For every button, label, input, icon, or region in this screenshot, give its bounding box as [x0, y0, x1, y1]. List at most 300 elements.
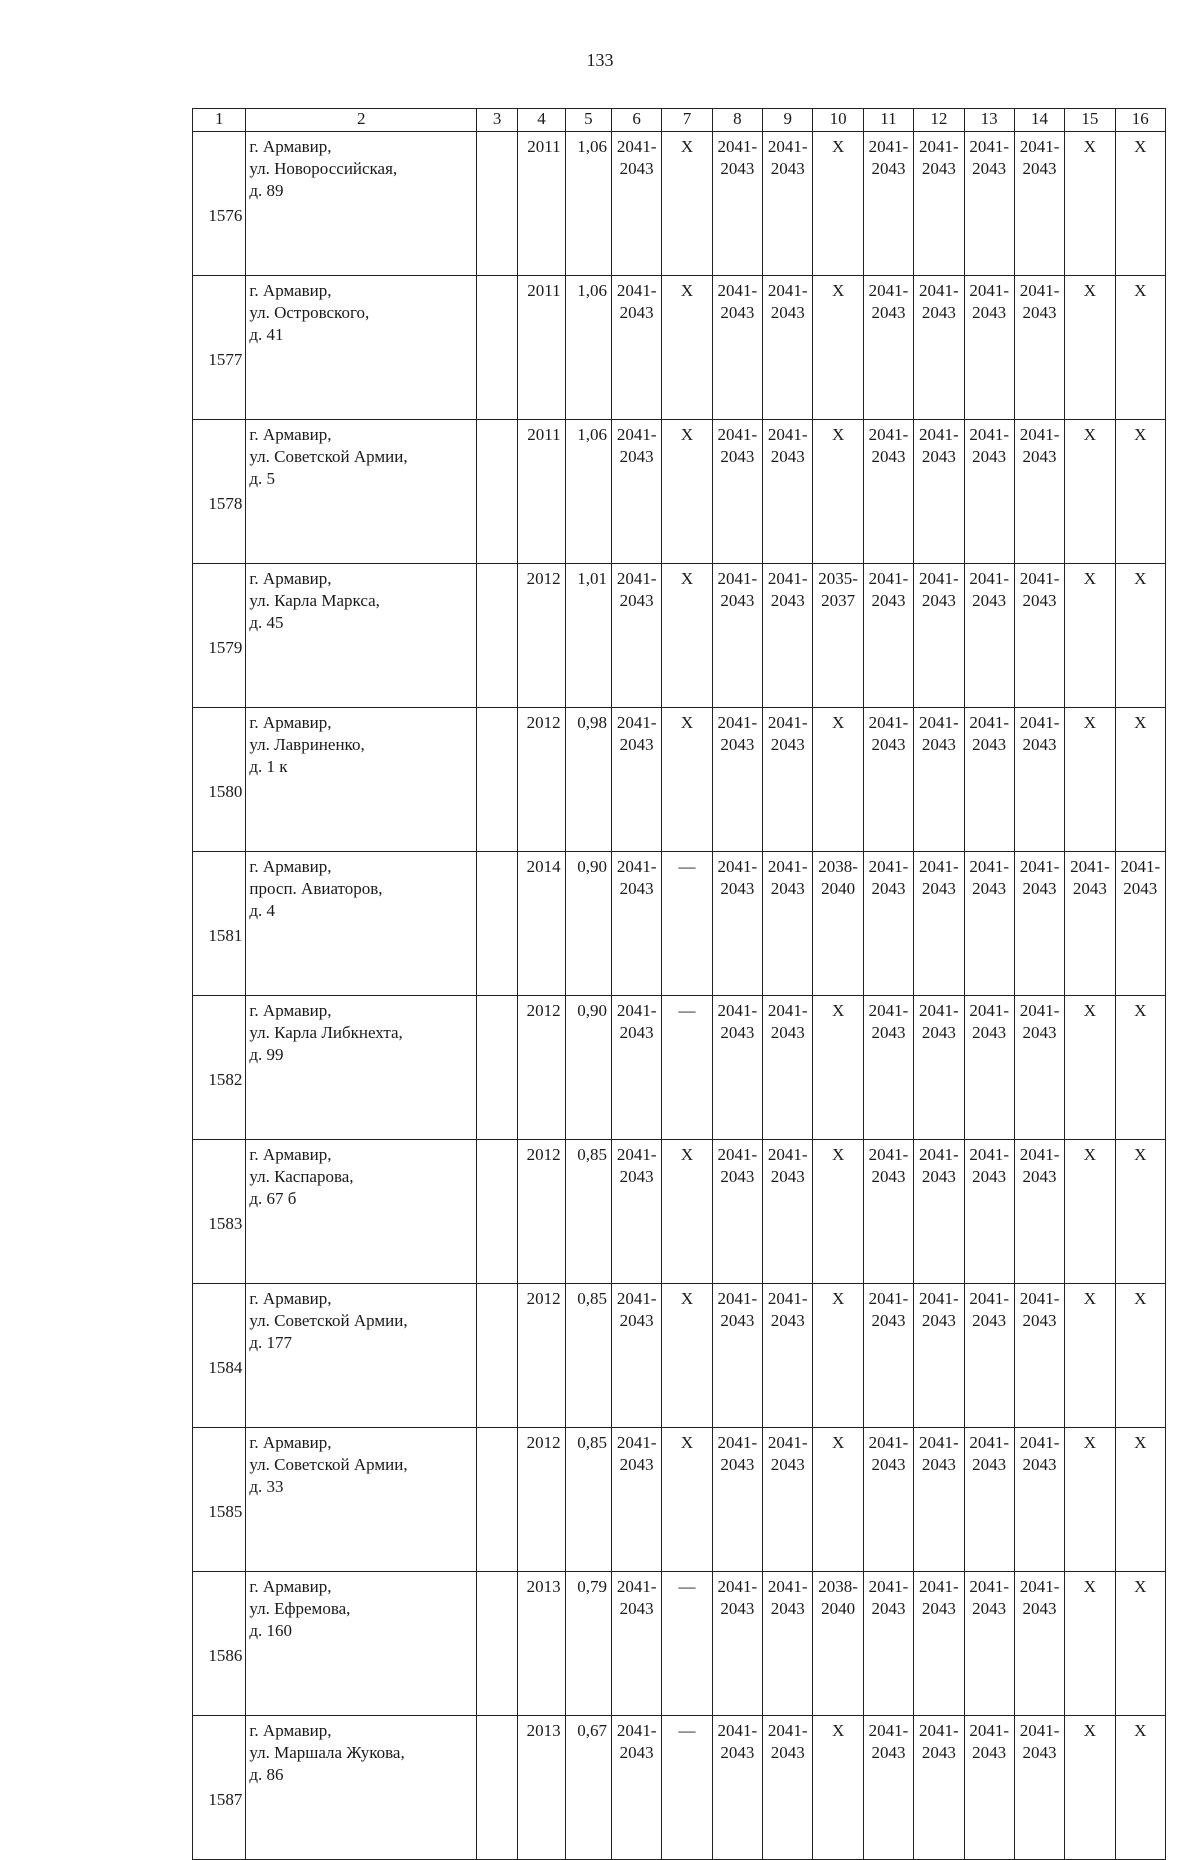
column-11-cell	[863, 1284, 913, 1428]
address-line: д. 33	[249, 1477, 284, 1496]
cell-value: 2041-	[918, 1001, 959, 1020]
cell-value: X	[831, 281, 845, 300]
address-line: д. 160	[249, 1621, 293, 1640]
cell-value: X	[1134, 569, 1147, 588]
column-header: 10	[813, 109, 863, 132]
column-14-cell	[1014, 1572, 1064, 1716]
column-16-cell	[1115, 1572, 1165, 1716]
cell-value: 2043	[1022, 447, 1057, 466]
column-16-cell	[1115, 1428, 1165, 1572]
cell-value: 2043	[619, 1743, 654, 1762]
cell-value: 2041-	[918, 857, 959, 876]
column-header: 4	[518, 109, 565, 132]
column-11-cell	[863, 1140, 913, 1284]
cell-value: 2041-	[868, 1145, 909, 1164]
cell-value: 2043	[770, 735, 805, 754]
cell-value: 2043	[720, 159, 755, 178]
column-6-cell	[611, 1284, 661, 1428]
column-15-cell	[1065, 1428, 1115, 1572]
coefficient-cell: 0,90	[565, 852, 611, 996]
column-9-cell	[763, 1140, 813, 1284]
column-12-cell	[914, 420, 964, 564]
cell-value: 2041-	[868, 713, 909, 732]
cell-value: 2041-	[969, 1433, 1010, 1452]
cell-value: 2041-	[616, 425, 657, 444]
column-7-cell	[662, 564, 712, 708]
column-10-cell	[813, 708, 863, 852]
cell-value: 2041-	[767, 1145, 808, 1164]
cell-value: 2041-	[1019, 1001, 1060, 1020]
column-8-cell	[712, 1140, 762, 1284]
cell-value: 2043	[1022, 1023, 1057, 1042]
column-14-cell	[1014, 996, 1064, 1140]
column-7-cell	[662, 420, 712, 564]
column-11-cell	[863, 564, 913, 708]
cell-value: 2043	[619, 1311, 654, 1330]
column-6-cell	[611, 132, 661, 276]
cell-value: 2041-	[969, 857, 1010, 876]
cell-value: X	[831, 713, 845, 732]
column-16-cell	[1115, 1140, 1165, 1284]
cell-value: 2041-	[969, 1289, 1010, 1308]
row-number: 1580	[193, 708, 246, 852]
cell-value: 2043	[720, 735, 755, 754]
cell-value: 2043	[871, 1599, 906, 1618]
cell-value: 2043	[619, 735, 654, 754]
cell-value: 2043	[972, 1743, 1007, 1762]
column-3-cell	[477, 1572, 518, 1716]
column-14-cell	[1014, 1428, 1064, 1572]
table-row	[193, 564, 1166, 708]
cell-value: 2043	[972, 1023, 1007, 1042]
address-line: ул. Советской Армии,	[249, 1455, 408, 1474]
column-16-cell	[1115, 1716, 1165, 1860]
cell-value: X	[831, 137, 845, 156]
cell-value: 2041-	[868, 137, 909, 156]
cell-value: 2041-	[1120, 857, 1161, 876]
table-row	[193, 276, 1166, 420]
column-10-cell	[813, 1572, 863, 1716]
cell-value: 2043	[871, 1167, 906, 1186]
column-13-cell	[964, 708, 1014, 852]
column-16-cell	[1115, 420, 1165, 564]
cell-value: 2043	[720, 447, 755, 466]
cell-value: 2043	[1123, 879, 1158, 898]
address-line: д. 45	[249, 613, 284, 632]
table-body	[193, 132, 1166, 1860]
cell-value: 2043	[871, 1023, 906, 1042]
cell-value: 2041-	[918, 1145, 959, 1164]
column-header: 5	[565, 109, 611, 132]
column-header: 6	[611, 109, 661, 132]
cell-value: 2041-	[616, 569, 657, 588]
cell-value: X	[680, 281, 694, 300]
year-cell: 2013	[518, 1572, 565, 1716]
address-cell	[246, 708, 477, 852]
coefficient-cell: 1,06	[565, 132, 611, 276]
column-12-cell	[914, 1428, 964, 1572]
cell-value: X	[831, 1721, 845, 1740]
cell-value: 2043	[770, 159, 805, 178]
column-16-cell	[1115, 564, 1165, 708]
table-row	[193, 1284, 1166, 1428]
cell-value: 2043	[871, 1311, 906, 1330]
column-3-cell	[477, 1716, 518, 1860]
cell-value: 2041-	[868, 1289, 909, 1308]
column-10-cell	[813, 996, 863, 1140]
table-row	[193, 1140, 1166, 1284]
cell-value: 2040	[821, 1599, 856, 1618]
column-10-cell	[813, 1716, 863, 1860]
column-8-cell	[712, 852, 762, 996]
column-header: 15	[1065, 109, 1115, 132]
address-line: ул. Ефремова,	[249, 1599, 351, 1618]
cell-value: 2041-	[1019, 857, 1060, 876]
column-10-cell	[813, 1284, 863, 1428]
column-12-cell	[914, 564, 964, 708]
cell-value: X	[1134, 1721, 1147, 1740]
address-cell	[246, 852, 477, 996]
year-cell: 2013	[518, 1716, 565, 1860]
column-13-cell	[964, 132, 1014, 276]
column-15-cell	[1065, 708, 1115, 852]
column-8-cell	[712, 132, 762, 276]
column-12-cell	[914, 1572, 964, 1716]
cell-value: 2043	[770, 1167, 805, 1186]
cell-value: X	[1083, 713, 1097, 732]
cell-value: X	[1134, 1577, 1147, 1596]
cell-value: X	[1134, 1145, 1147, 1164]
cell-value: 2041-	[1070, 857, 1110, 876]
column-9-cell	[763, 852, 813, 996]
cell-value: 2041-	[717, 1145, 758, 1164]
cell-value: 2043	[1022, 1743, 1057, 1762]
cell-value: X	[680, 137, 694, 156]
column-7-cell	[662, 852, 712, 996]
column-10-cell	[813, 132, 863, 276]
column-12-cell	[914, 1716, 964, 1860]
cell-value: 2041-	[868, 569, 909, 588]
column-3-cell	[477, 276, 518, 420]
cell-value: X	[1083, 1577, 1097, 1596]
column-14-cell	[1014, 1716, 1064, 1860]
cell-value: 2043	[1022, 591, 1057, 610]
year-cell: 2011	[518, 420, 565, 564]
cell-value: X	[1083, 281, 1097, 300]
address-line: г. Армавир,	[249, 1577, 332, 1596]
address-line: ул. Советской Армии,	[249, 447, 408, 466]
cell-value: X	[1083, 1001, 1097, 1020]
cell-value: X	[831, 425, 845, 444]
cell-value: 2041-	[868, 857, 909, 876]
column-3-cell	[477, 132, 518, 276]
cell-value: 2041-	[868, 1577, 909, 1596]
cell-value: 2041-	[767, 1289, 808, 1308]
row-number: 1576	[193, 132, 246, 276]
column-9-cell	[763, 1428, 813, 1572]
column-6-cell	[611, 708, 661, 852]
cell-value: 2041-	[969, 1001, 1010, 1020]
cell-value: X	[1083, 425, 1097, 444]
cell-value: 2043	[972, 1167, 1007, 1186]
cell-value: 2043	[720, 1167, 755, 1186]
address-line: ул. Советской Армии,	[249, 1311, 408, 1330]
column-11-cell	[863, 1572, 913, 1716]
column-13-cell	[964, 1140, 1014, 1284]
cell-value: X	[1083, 137, 1097, 156]
column-header: 12	[914, 109, 964, 132]
column-11-cell	[863, 420, 913, 564]
cell-value: —	[678, 1577, 696, 1596]
column-15-cell	[1065, 564, 1115, 708]
cell-value: 2041-	[767, 137, 808, 156]
cell-value: 2043	[770, 879, 805, 898]
coefficient-cell: 0,85	[565, 1140, 611, 1284]
cell-value: 2041-	[767, 1577, 808, 1596]
address-cell	[246, 420, 477, 564]
cell-value: 2041-	[1019, 1433, 1060, 1452]
address-cell	[246, 1428, 477, 1572]
year-cell: 2012	[518, 1284, 565, 1428]
address-line: д. 4	[249, 901, 276, 920]
cell-value: 2043	[1022, 735, 1057, 754]
cell-value: 2041-	[1019, 1145, 1060, 1164]
cell-value: 2043	[720, 591, 755, 610]
column-15-cell	[1065, 1716, 1115, 1860]
cell-value: 2041-	[616, 137, 657, 156]
cell-value: 2041-	[918, 425, 959, 444]
column-7-cell	[662, 996, 712, 1140]
column-13-cell	[964, 996, 1014, 1140]
housing-register-table	[192, 108, 1166, 1860]
column-6-cell	[611, 1140, 661, 1284]
cell-value: 2043	[619, 1167, 654, 1186]
column-8-cell	[712, 708, 762, 852]
cell-value: X	[1134, 1289, 1147, 1308]
column-header: 13	[964, 109, 1014, 132]
cell-value: 2041-	[969, 281, 1010, 300]
coefficient-cell: 0,90	[565, 996, 611, 1140]
address-line: г. Армавир,	[249, 1721, 332, 1740]
cell-value: 2041-	[616, 857, 657, 876]
column-header: 9	[763, 109, 813, 132]
table-row	[193, 1716, 1166, 1860]
cell-value: 2043	[720, 1599, 755, 1618]
column-8-cell	[712, 1716, 762, 1860]
cell-value: 2043	[1022, 1455, 1057, 1474]
cell-value: 2043	[921, 879, 956, 898]
cell-value: 2043	[720, 1743, 755, 1762]
column-3-cell	[477, 1428, 518, 1572]
column-header: 2	[246, 109, 477, 132]
column-9-cell	[763, 1716, 813, 1860]
year-cell: 2014	[518, 852, 565, 996]
cell-value: 2043	[972, 1599, 1007, 1618]
cell-value: 2043	[619, 303, 654, 322]
cell-value: 2043	[921, 1167, 956, 1186]
column-9-cell	[763, 1572, 813, 1716]
column-16-cell	[1115, 996, 1165, 1140]
address-line: д. 86	[249, 1765, 284, 1784]
cell-value: 2041-	[1019, 1577, 1060, 1596]
cell-value: 2043	[770, 1743, 805, 1762]
cell-value: 2041-	[767, 425, 808, 444]
column-9-cell	[763, 132, 813, 276]
cell-value: 2043	[921, 591, 956, 610]
cell-value: 2041-	[717, 1289, 758, 1308]
cell-value: 2041-	[717, 569, 758, 588]
address-line: г. Армавир,	[249, 1001, 332, 1020]
cell-value: X	[1134, 425, 1147, 444]
cell-value: X	[1083, 569, 1097, 588]
row-number: 1584	[193, 1284, 246, 1428]
row-number: 1579	[193, 564, 246, 708]
address-cell	[246, 1140, 477, 1284]
cell-value: X	[1083, 1721, 1097, 1740]
cell-value: X	[831, 1433, 845, 1452]
column-7-cell	[662, 276, 712, 420]
column-header: 11	[863, 109, 913, 132]
cell-value: 2041-	[767, 281, 808, 300]
column-16-cell	[1115, 852, 1165, 996]
cell-value: 2043	[972, 447, 1007, 466]
address-cell	[246, 564, 477, 708]
column-7-cell	[662, 1572, 712, 1716]
address-line: ул. Новороссийская,	[249, 159, 398, 178]
cell-value: 2043	[1072, 879, 1107, 898]
cell-value: 2043	[619, 1599, 654, 1618]
cell-value: 2041-	[969, 713, 1010, 732]
column-11-cell	[863, 852, 913, 996]
coefficient-cell: 1,06	[565, 276, 611, 420]
cell-value: 2041-	[1019, 281, 1060, 300]
column-10-cell	[813, 564, 863, 708]
cell-value: X	[680, 1289, 694, 1308]
cell-value: 2041-	[1019, 137, 1060, 156]
address-line: ул. Карла Либкнехта,	[249, 1023, 403, 1042]
column-11-cell	[863, 1716, 913, 1860]
address-line: г. Армавир,	[249, 137, 332, 156]
column-7-cell	[662, 1140, 712, 1284]
cell-value: 2041-	[969, 569, 1010, 588]
column-15-cell	[1065, 1140, 1115, 1284]
table-row	[193, 996, 1166, 1140]
address-line: ул. Карла Маркса,	[249, 591, 380, 610]
cell-value: X	[831, 1145, 845, 1164]
column-16-cell	[1115, 276, 1165, 420]
cell-value: 2041-	[868, 1433, 909, 1452]
cell-value: X	[680, 1433, 694, 1452]
column-9-cell	[763, 420, 813, 564]
column-9-cell	[763, 276, 813, 420]
column-11-cell	[863, 996, 913, 1140]
address-line: г. Армавир,	[249, 857, 332, 876]
column-10-cell	[813, 276, 863, 420]
column-header: 14	[1014, 109, 1064, 132]
column-13-cell	[964, 1284, 1014, 1428]
cell-value: 2043	[972, 1311, 1007, 1330]
cell-value: 2041-	[717, 713, 758, 732]
address-cell	[246, 1716, 477, 1860]
column-9-cell	[763, 996, 813, 1140]
column-13-cell	[964, 1716, 1014, 1860]
cell-value: —	[678, 857, 696, 876]
row-number: 1582	[193, 996, 246, 1140]
column-8-cell	[712, 564, 762, 708]
cell-value: 2043	[619, 447, 654, 466]
table-row	[193, 708, 1166, 852]
cell-value: 2041-	[918, 1433, 959, 1452]
cell-value: —	[678, 1721, 696, 1740]
cell-value: 2041-	[616, 1289, 657, 1308]
cell-value: 2043	[972, 159, 1007, 178]
cell-value: 2043	[972, 1455, 1007, 1474]
table-row	[193, 852, 1166, 996]
cell-value: 2043	[1022, 879, 1057, 898]
table-row	[193, 420, 1166, 564]
cell-value: —	[678, 1001, 696, 1020]
cell-value: 2041-	[1019, 713, 1060, 732]
column-11-cell	[863, 132, 913, 276]
cell-value: 2043	[921, 1311, 956, 1330]
column-15-cell	[1065, 276, 1115, 420]
column-16-cell	[1115, 708, 1165, 852]
cell-value: X	[1134, 1001, 1147, 1020]
column-12-cell	[914, 276, 964, 420]
address-cell	[246, 1284, 477, 1428]
cell-value: 2043	[921, 1743, 956, 1762]
row-number: 1586	[193, 1572, 246, 1716]
row-number: 1578	[193, 420, 246, 564]
cell-value: 2043	[921, 159, 956, 178]
cell-value: 2043	[770, 591, 805, 610]
cell-value: 2041-	[918, 137, 959, 156]
table-header-row	[193, 109, 1166, 132]
cell-value: 2043	[921, 447, 956, 466]
cell-value: 2041-	[717, 425, 758, 444]
column-16-cell	[1115, 1284, 1165, 1428]
cell-value: X	[680, 569, 694, 588]
cell-value: 2043	[1022, 303, 1057, 322]
cell-value: 2041-	[616, 713, 657, 732]
cell-value: X	[1134, 713, 1147, 732]
cell-value: 2043	[770, 1455, 805, 1474]
row-number: 1581	[193, 852, 246, 996]
address-cell	[246, 132, 477, 276]
cell-value: 2041-	[918, 1289, 959, 1308]
cell-value: 2043	[871, 303, 906, 322]
cell-value: 2043	[619, 159, 654, 178]
cell-value: 2041-	[918, 281, 959, 300]
column-14-cell	[1014, 564, 1064, 708]
cell-value: 2043	[619, 1455, 654, 1474]
cell-value: 2041-	[616, 1721, 657, 1740]
address-line: г. Армавир,	[249, 713, 332, 732]
cell-value: X	[1083, 1145, 1097, 1164]
column-15-cell	[1065, 132, 1115, 276]
cell-value: 2043	[770, 1023, 805, 1042]
address-line: ул. Островского,	[249, 303, 370, 322]
cell-value: 2041-	[868, 425, 909, 444]
column-13-cell	[964, 420, 1014, 564]
column-7-cell	[662, 708, 712, 852]
cell-value: 2040	[821, 879, 856, 898]
column-8-cell	[712, 1428, 762, 1572]
address-line: г. Армавир,	[249, 1433, 332, 1452]
column-12-cell	[914, 996, 964, 1140]
column-13-cell	[964, 1428, 1014, 1572]
cell-value: 2041-	[616, 1145, 657, 1164]
